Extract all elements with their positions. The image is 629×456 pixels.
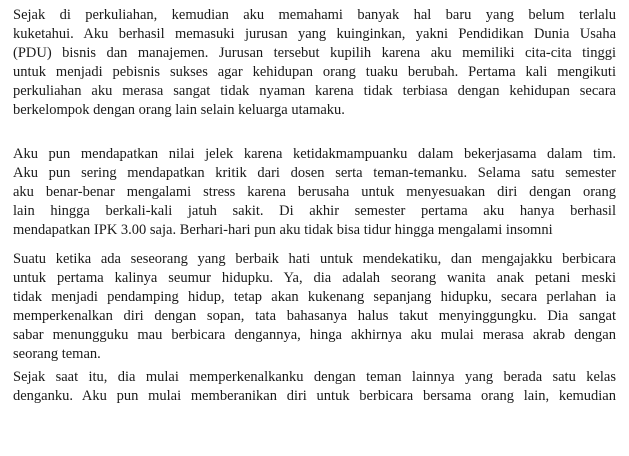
text-line: tidak menjadi pendamping hidup, tetap akan kukenang sepanjang hidupku, secara perlahan ia <box>13 289 616 305</box>
paragraph-1 <box>13 6 616 120</box>
text-line: memperkenalkan diri dengan sopan, tata bahasanya halus takut menyinggungku. Dia sangat <box>13 308 616 324</box>
text-line: (PDU) bisnis dan manajemen. Jurusan tersebut kupilih karena aku memiliki cita-cita tinggi <box>13 45 616 61</box>
paragraph-2 <box>13 145 616 240</box>
text-line: aku benar-benar mengalami stress karena berusaha untuk menyesuakan diri dengan orang <box>13 184 616 200</box>
paragraph-3 <box>13 250 616 364</box>
text-line: Aku pun sering mendapatkan kritik dari dosen serta teman-temanku. Selama satu semester <box>13 165 616 181</box>
text-line: denganku. Aku pun mulai memberanikan diri untuk berbicara bersama orang lain, kemudian <box>13 388 616 404</box>
text-line: untuk pertama kalinya seumur hidupku. Ya, dia adalah seorang wanita anak petani meski <box>13 270 616 286</box>
text-line: Aku pun mendapatkan nilai jelek karena ketidakmampuanku dalam bekerjasama dalam tim. <box>13 146 616 162</box>
text-line: untuk menjadi pebisnis sukses agar kehidupan orang tuaku berubah. Pertama kali mengikuti <box>13 64 616 80</box>
text-line: perkuliahan aku merasa sangat tidak nyaman karena tidak terbiasa dengan kehidupan secara <box>13 83 616 99</box>
text-line: Suatu ketika ada seseorang yang berbaik hati untuk mendekatiku, dan mengajakku berbicara <box>13 251 616 267</box>
text-line: mendapatkan IPK 3.00 saja. Berhari-hari pun aku tidak bisa tidur hingga mengalami insomni <box>13 222 553 238</box>
text-line: kuketahui. Aku berhasil memasuki jurusan yang kuinginkan, yakni Pendidikan Dunia Usaha <box>13 26 616 42</box>
text-line: sabar menungguku mau berbicara dengannya, hinga akhirnya aku mulai merasa akrab dengan <box>13 327 616 343</box>
text-line: Sejak di perkuliahan, kemudian aku memahami banyak hal baru yang belum terlalu <box>13 7 616 23</box>
text-line: berkelompok dengan orang lain selain keluarga utamaku. <box>13 102 345 118</box>
text-line: Sejak saat itu, dia mulai memperkenalkanku dengan teman lainnya yang berada satu kelas <box>13 369 616 385</box>
text-line: lain hingga berkali-kali jatuh sakit. Di akhir semester pertama aku hanya berhasil <box>13 203 616 219</box>
text-line: seorang teman. <box>13 346 101 362</box>
paragraph-4 <box>13 368 616 406</box>
